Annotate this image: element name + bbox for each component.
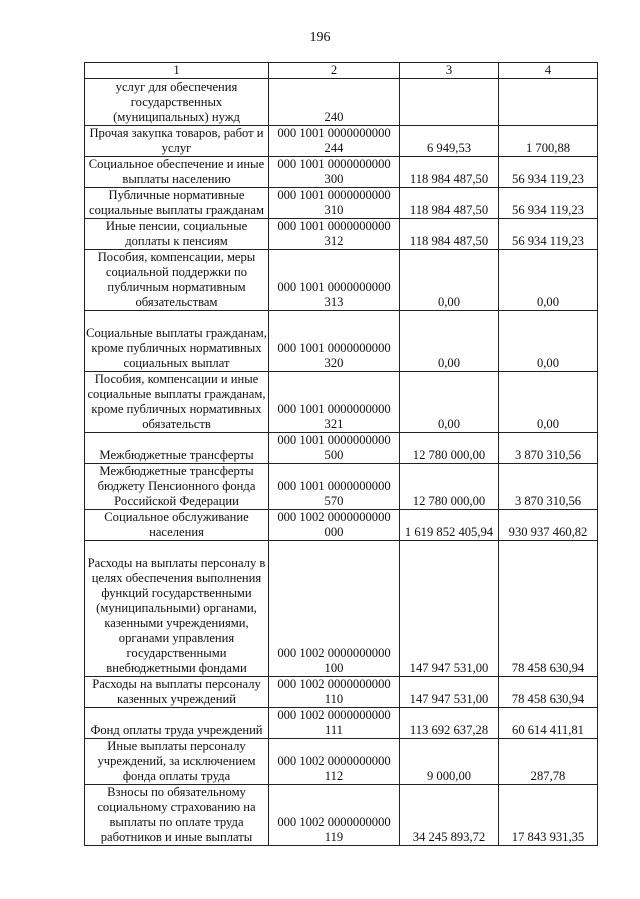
row-col4 (499, 79, 598, 126)
table-row (85, 126, 598, 157)
table-row (85, 188, 598, 219)
row-col3: 0,00 (400, 250, 499, 311)
row-name: Взносы по обязательному социальному страхованию на выплаты по оплате труда работников и иные выплаты (85, 785, 269, 846)
row-col3: 12 780 000,00 (400, 464, 499, 510)
row-col4: 930 937 460,82 (499, 510, 598, 541)
row-name: Межбюджетные трансферты бюджету Пенсионного фонда Российской Федерации (85, 464, 269, 510)
row-code: 000 1002 0000000000 119 (269, 785, 400, 846)
row-code: 000 1002 0000000000 112 (269, 739, 400, 785)
row-col4: 78 458 630,94 (499, 541, 598, 677)
row-col3: 12 780 000,00 (400, 433, 499, 464)
row-col4: 3 870 310,56 (499, 464, 598, 510)
row-code: 000 1002 0000000000 000 (269, 510, 400, 541)
row-code: 000 1002 0000000000 111 (269, 708, 400, 739)
row-code: 000 1001 0000000000 310 (269, 188, 400, 219)
table-row (85, 372, 598, 433)
header-col-2: 2 (269, 63, 400, 79)
table-row (85, 79, 598, 126)
row-code: 240 (269, 79, 400, 126)
row-code: 000 1001 0000000000 312 (269, 219, 400, 250)
row-name: Фонд оплаты труда учреждений (85, 708, 269, 739)
row-col3: 1 619 852 405,94 (400, 510, 499, 541)
row-col4: 0,00 (499, 311, 598, 372)
row-name: Расходы на выплаты персоналу в целях обеспечения выполнения функций государственными (муниципальными) органами, казенными учреждениями, органами управления государственными внебюджетными фондами (85, 541, 269, 677)
row-name: Социальные выплаты гражданам, кроме публичных нормативных социальных выплат (85, 311, 269, 372)
row-name: Расходы на выплаты персоналу казенных учреждений (85, 677, 269, 708)
table-row (85, 541, 598, 677)
table-row (85, 433, 598, 464)
row-col4: 287,78 (499, 739, 598, 785)
row-col3 (400, 79, 499, 126)
row-col4: 3 870 310,56 (499, 433, 598, 464)
row-col3: 0,00 (400, 311, 499, 372)
table-row (85, 677, 598, 708)
table-row (85, 739, 598, 785)
row-col3: 9 000,00 (400, 739, 499, 785)
row-col4: 17 843 931,35 (499, 785, 598, 846)
row-col3: 0,00 (400, 372, 499, 433)
row-name: Публичные нормативные социальные выплаты гражданам (85, 188, 269, 219)
row-code: 000 1001 0000000000 320 (269, 311, 400, 372)
row-col4: 60 614 411,81 (499, 708, 598, 739)
row-col3: 6 949,53 (400, 126, 499, 157)
row-col3: 147 947 531,00 (400, 541, 499, 677)
table-row (85, 510, 598, 541)
row-col4: 78 458 630,94 (499, 677, 598, 708)
table-row (85, 250, 598, 311)
header-col-3: 3 (400, 63, 499, 79)
budget-table (84, 62, 598, 846)
row-name: Пособия, компенсации и иные социальные выплаты гражданам, кроме публичных нормативных обязательств (85, 372, 269, 433)
row-col4: 56 934 119,23 (499, 157, 598, 188)
row-code: 000 1001 0000000000 313 (269, 250, 400, 311)
row-name: услуг для обеспечения государственных (муниципальных) нужд (85, 79, 269, 126)
row-code: 000 1001 0000000000 570 (269, 464, 400, 510)
row-col4: 56 934 119,23 (499, 219, 598, 250)
table-row (85, 157, 598, 188)
row-name: Социальное обслуживание населения (85, 510, 269, 541)
row-name: Пособия, компенсации, меры социальной поддержки по публичным нормативным обязательствам (85, 250, 269, 311)
table-row (85, 464, 598, 510)
row-code: 000 1001 0000000000 300 (269, 157, 400, 188)
row-name: Межбюджетные трансферты (85, 433, 269, 464)
page-number: 196 (309, 30, 331, 45)
row-col4: 0,00 (499, 250, 598, 311)
row-code: 000 1002 0000000000 100 (269, 541, 400, 677)
row-name: Иные пенсии, социальные доплаты к пенсиям (85, 219, 269, 250)
header-col-1: 1 (85, 63, 269, 79)
header-row (85, 63, 598, 79)
row-col4: 0,00 (499, 372, 598, 433)
row-code: 000 1002 0000000000 110 (269, 677, 400, 708)
row-col4: 1 700,88 (499, 126, 598, 157)
row-col3: 118 984 487,50 (400, 188, 499, 219)
row-col3: 147 947 531,00 (400, 677, 499, 708)
table-row (85, 785, 598, 846)
table-row (85, 708, 598, 739)
row-code: 000 1001 0000000000 244 (269, 126, 400, 157)
table-row (85, 311, 598, 372)
row-name: Иные выплаты персоналу учреждений, за исключением фонда оплаты труда (85, 739, 269, 785)
row-col3: 118 984 487,50 (400, 219, 499, 250)
row-name: Социальное обеспечение и иные выплаты населению (85, 157, 269, 188)
row-col3: 113 692 637,28 (400, 708, 499, 739)
row-name: Прочая закупка товаров, работ и услуг (85, 126, 269, 157)
table-row (85, 219, 598, 250)
row-col3: 34 245 893,72 (400, 785, 499, 846)
row-code: 000 1001 0000000000 500 (269, 433, 400, 464)
row-col4: 56 934 119,23 (499, 188, 598, 219)
row-col3: 118 984 487,50 (400, 157, 499, 188)
row-code: 000 1001 0000000000 321 (269, 372, 400, 433)
header-col-4: 4 (499, 63, 598, 79)
